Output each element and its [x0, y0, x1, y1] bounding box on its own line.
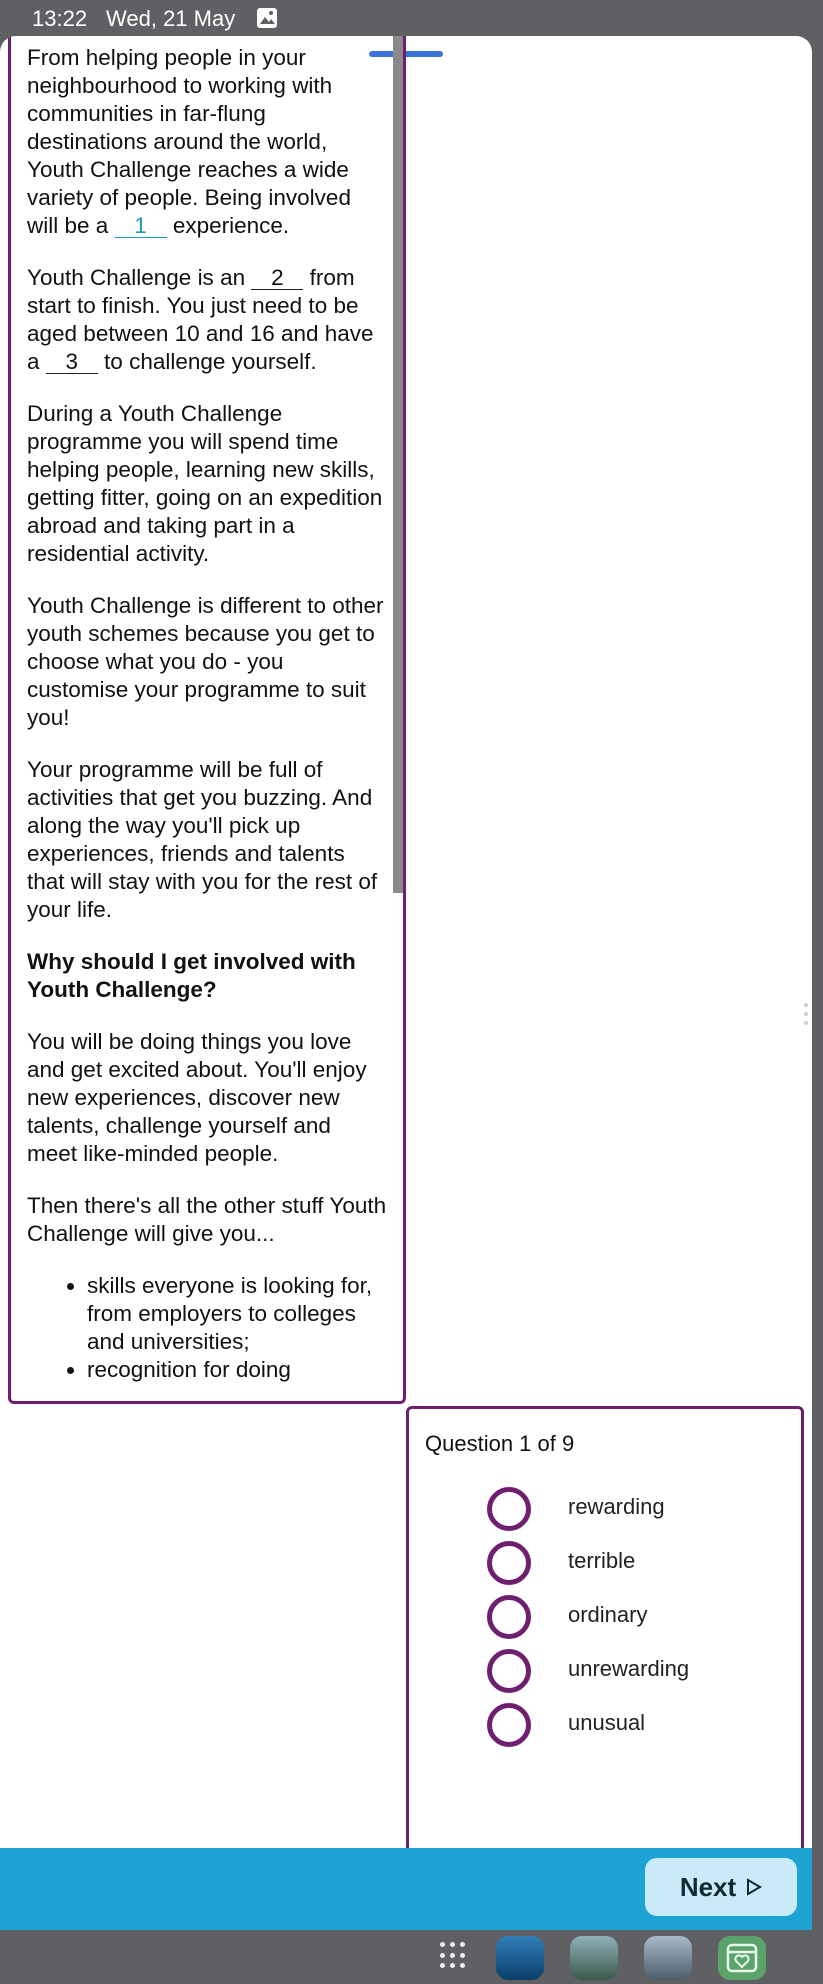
answer-option[interactable] [487, 1541, 767, 1595]
recent-app-icon[interactable] [644, 1936, 692, 1980]
gap-1[interactable]: 1 [115, 215, 167, 238]
passage-bullet-list [27, 1272, 387, 1384]
recent-app-icon[interactable] [496, 1936, 544, 1980]
answer-label[interactable]: ordinary [568, 1602, 648, 1627]
passage-paragraph-7: Then there's all the other stuff Youth Challenge will give you... [27, 1193, 387, 1246]
answer-label[interactable]: unrewarding [568, 1656, 690, 1681]
passage-paragraph-3: During a Youth Challenge programme you will spend time helping people, learning new skills, getting fitter, going on an expedition abroad and taking part in a residential activity. [27, 401, 383, 566]
radio-button[interactable] [487, 1595, 531, 1639]
gap-2[interactable]: 2 [251, 267, 303, 290]
calendar-heart-icon[interactable] [718, 1936, 766, 1980]
passage-paragraph-5: Your programme will be full of activities that get you buzzing. And along the way you'll pick up experiences, friends and talents that will stay with you for the rest of your life. [27, 757, 378, 922]
image-icon [256, 7, 278, 29]
reading-passage-panel[interactable] [8, 36, 406, 1404]
radio-button[interactable] [487, 1487, 531, 1531]
answer-option[interactable] [487, 1649, 767, 1703]
reading-passage [27, 44, 387, 1384]
answer-option[interactable] [487, 1595, 767, 1649]
recent-app-icon[interactable] [570, 1936, 618, 1980]
status-time: 13:22 [32, 6, 88, 31]
bullet-item: • skills everyone is looking for, from employers to colleges and universities; [87, 1272, 387, 1356]
next-button-label: Next [679, 1871, 737, 1902]
apps-grid-icon[interactable] [440, 1942, 468, 1970]
answer-option[interactable] [487, 1703, 767, 1757]
radio-button[interactable] [487, 1649, 531, 1693]
passage-scrollbar[interactable] [393, 36, 403, 893]
bottom-navigation-bar [0, 1848, 812, 1930]
taskbar [0, 1930, 823, 1984]
answer-label[interactable]: terrible [568, 1548, 636, 1573]
question-counter: Question 1 of 9 [425, 1431, 575, 1456]
passage-paragraph-6: You will be doing things you love and get excited about. You'll enjoy new experiences, discover new talents, challenge yourself and meet like-minded people. [27, 1029, 367, 1166]
status-bar [0, 0, 823, 36]
edge-panel-handle[interactable] [804, 998, 810, 1038]
answer-options [487, 1487, 767, 1757]
answer-label[interactable]: unusual [568, 1710, 646, 1735]
app-window [0, 36, 812, 1930]
radio-button[interactable] [487, 1703, 531, 1747]
bullet-item: • recognition for doing [87, 1356, 387, 1384]
status-date: Wed, 21 May [106, 6, 236, 31]
radio-button[interactable] [487, 1541, 531, 1585]
passage-paragraph-1: From helping people in your neighbourhood to working with communities in far-flung destinations around the world, Youth Challenge reaches a wide variety of people. Being involved will be a 1 experience. [27, 45, 351, 238]
passage-paragraph-4: Youth Challenge is different to other youth schemes because you get to choose what you do - you customise your programme to suit you! [27, 593, 384, 730]
play-arrow-icon [746, 1878, 762, 1896]
answer-label[interactable]: rewarding [568, 1494, 665, 1519]
answer-option[interactable] [487, 1487, 767, 1541]
next-button[interactable] [645, 1858, 797, 1916]
passage-heading: Why should I get involved with Youth Challenge? [27, 949, 356, 1002]
gap-3[interactable]: 3 [46, 351, 98, 374]
passage-paragraph-2: Youth Challenge is an 2 from start to finish. You just need to be aged between 10 and 16 and have a 3 to challenge yourself. [27, 265, 374, 374]
